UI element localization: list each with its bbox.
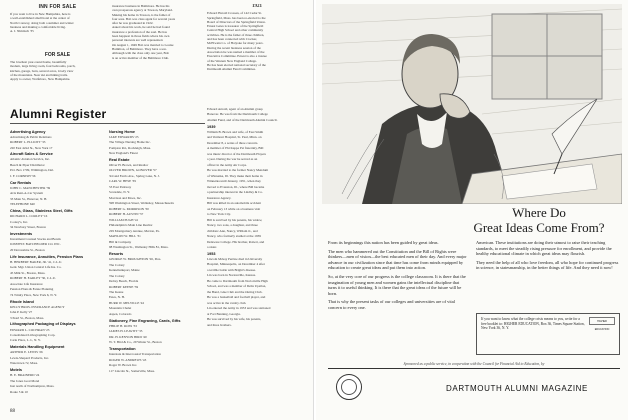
register-category: Real Estate [109, 157, 130, 162]
inn-for-sale-ad [10, 4, 105, 49]
register-entry: Genl. Mgr. Union Central Life Ins. Co. [10, 265, 62, 270]
class-note-line: Dartmouth Alumni Fund Committee. [207, 67, 256, 72]
register-entry: Just north of Northampton, Mass. [10, 384, 55, 389]
class-notes-column-top [112, 4, 200, 104]
register-entry: Investment Counsel Stocks and Bonds [10, 237, 61, 241]
ad-body-left [328, 240, 468, 360]
register-column-1 [10, 127, 102, 412]
register-entry: The Jones Goal Motel [10, 378, 40, 383]
ad-text-line: The loveliest year-round home, beautifully [10, 60, 67, 64]
register-category: China, Glass, Stainless Steel, Gifts [10, 209, 73, 214]
ad-text-line: business and making a comfortable living. [10, 24, 66, 29]
register-entry: Avis Rent-A-Car System [10, 191, 43, 196]
register-entry: moved to Evanston, Ill., where Bill became [207, 184, 265, 189]
register-entry: Mountain Chalet [109, 306, 132, 311]
register-entry: 220 East 42nd St., New York 17 [10, 145, 53, 150]
class-note-line: He has been elected national secretary of the [207, 62, 266, 67]
register-entry: H. E. BRAINERD '24 [10, 373, 40, 378]
register-entry: Carle Place, L. I., N. Y. [10, 338, 41, 343]
register-entry: Winnetka until January, 1951, when they [207, 179, 261, 184]
ad-text-line: a well-established small hotel at the center of [10, 16, 70, 21]
class-note-line: McElwain Co. of Holyoke for many years. [207, 41, 264, 46]
ad-paragraph: That is why the present tasks of our colleges and universities are of vital concern to every one. [328, 299, 455, 310]
class-note-line: insurance business in Baltimore. He has his [112, 4, 170, 8]
register-category: Resorts [109, 252, 124, 256]
class-note-line: own prosperous agency at Towson, Maryland. [112, 8, 173, 13]
ad-paragraph: So, at the very core of our progress is the college classroom. It is there that the imagination of young men and women gains the intellectual discipline that turns it to useful thinking. It is there that the great ideas of the future will be born. [328, 273, 466, 296]
register-entry: children: Ann, Nancy, William Jr., and [207, 228, 258, 233]
inn-ad-text [10, 12, 105, 33]
register-entry: Hospital, Minneapolis, on December 4 after [207, 262, 265, 267]
register-entry: a terrible battle with Bright's disease. [207, 267, 256, 272]
class-note-line: Board of Directors of the Springfield Union. [207, 19, 266, 24]
register-entry: J. F. CORNISH '36 [10, 173, 36, 178]
register-entry: Oliver H. Brown, and Realtor [109, 162, 149, 167]
register-entry: ROBERT G. MORRISON '30 [109, 206, 149, 211]
register-entry: The Colony [109, 262, 125, 267]
register-entry: DR. H. KENYON BIRD '40 [109, 334, 147, 339]
register-entry: Consolidated Lithographing Corp. [10, 333, 56, 337]
register-column-2 [109, 127, 201, 412]
register-entry: Scarsdale, N. Y. [109, 190, 130, 195]
register-entry: BURR W. MELVILLE '42 [109, 300, 145, 305]
register-entry: ROBERT L. ELLIOTT '33 [10, 140, 46, 145]
class-note-line: is an active member of the Baltimore Club. [112, 55, 169, 60]
register-category: Stationery, Fine Engraving, Cards, Gifts [109, 318, 181, 323]
register-entry: December 8, a series of three concerts. [207, 140, 259, 145]
ad-body-right [476, 240, 622, 310]
register-entry: John P. Kelly '27 [10, 310, 33, 315]
for-sale-title: FOR SALE [44, 52, 71, 58]
headline-line-1: Where Do [512, 205, 566, 220]
class-note-line: of the Western New England College. [207, 58, 257, 63]
class-note-line: Edward Harold Crossen, of 142 Cedar St. [207, 11, 262, 16]
register-entry: Alumni Fund, and of the Dartmouth Alumni Council. [207, 117, 278, 122]
class-notes-column-3 [207, 107, 307, 407]
class-note-line: four sons. Bob was class agent for several years [112, 16, 176, 21]
register-entry: PHILIP H. ROSS '33 [109, 323, 137, 328]
register-entry: H. HERBERT BAKER, JR. '41, C.L.U. [10, 259, 63, 264]
register-entry: OLIVER BROWN, GONOVER '57 [109, 168, 157, 173]
register-entry: Beech & Piper Distributor [10, 162, 45, 167]
register-entry: JAMES H. LEAVITT '35 [109, 329, 143, 334]
register-entry: The Village Nursing Home Inc. [109, 140, 151, 145]
register-entry: Pompton Rd., Rockleigh, Mass. [109, 145, 152, 150]
register-entry: Delaware College. His brother, Robert, and [207, 239, 265, 244]
register-category: Nursing Home [109, 129, 135, 134]
register-category: Rhode Island [10, 299, 34, 304]
footer-divider [328, 368, 620, 369]
register-entry: and Vermont Hospital, St. Paul, Minn. on [207, 135, 262, 140]
sponsor-line: Sponsored as a public service, in cooperation with the Council for Financial Aid to Education, by [403, 362, 545, 366]
register-entry: CARL W. HESE '39 [109, 179, 136, 184]
headline-line-2: Great Ideas Come From? [473, 220, 605, 235]
ad-text-line: If you want to live in New Hampshire, here is [10, 12, 71, 16]
register-entry: Roger W. Brown Inc. [109, 363, 138, 368]
register-entry: Lewis-Shepard Products, Inc. [10, 355, 50, 360]
register-entry: Edward Arnold, agent of an Alumni group [207, 107, 263, 111]
class-notes-1921-text [207, 11, 307, 71]
class-note-line: personal interests are well represented. [112, 38, 164, 43]
register-entry: A member of Phi Kappa Psi fraternity, Bill [207, 146, 264, 151]
register-entry: Associate Life Insurance [10, 281, 43, 286]
register-entry: New England's Finest [109, 151, 138, 156]
register-entry: ARTHUR E. LEWIS '26 [10, 350, 43, 355]
class-notes-1921 [207, 4, 307, 104]
register-entry: 117 Lincoln St., Somerville, Mass. [109, 368, 155, 373]
for-sale-text [10, 60, 105, 81]
register-entry: Atlantic Aviation Service, Inc. [10, 157, 50, 162]
register-entry: was music director of the Dartmouth Players [207, 151, 266, 156]
register-entry: Nancy, two sons, a daughter, and three [207, 223, 258, 228]
class-year-heading: 1921 [252, 4, 262, 9]
founding-father-drawing [322, 4, 622, 204]
register-entry: He came to Dartmouth from Nortonville High [207, 278, 268, 283]
register-entry: JOHN C. MANCHESTER '39 [10, 185, 51, 190]
ad-text-line: modern, large living room, four bedrooms, porch, [10, 64, 76, 69]
register-entry: JAKE EDWARDS '25 [109, 134, 139, 139]
right-page [316, 0, 628, 420]
class-note-line: On August 1, 1949 Bob was married to Louise [112, 42, 174, 47]
register-entry: Aspen, Colorado [109, 311, 132, 316]
register-entry: Route 5 & 10 [10, 389, 28, 394]
class-note-line: been happiest in those fields where his own [112, 34, 170, 39]
register-entry: Watertown 72, Mass. [10, 361, 38, 366]
class-note-line: Springfield, Mass. has been re-elected to the [207, 15, 266, 20]
register-category: 1939 [207, 124, 216, 129]
register-entry: Advertising & Public Relations [10, 134, 52, 139]
register-entry: a sister. [207, 245, 217, 250]
register-entry: Philadelphia's Main Line Realtor [109, 223, 153, 228]
register-entry: Bill was killed in an automobile accident [207, 201, 262, 206]
register-entry: GEORGE W. BROUGHTON '26, Pres. [109, 257, 162, 262]
register-entry: Kennebunkport, Maine [109, 268, 140, 273]
register-entry: ROGER W. ANDREWS '43 [109, 357, 147, 362]
register-entry: School, and was a member of Delta Upsilon, [207, 284, 267, 289]
register-entry: 229 Montgomery Avenue, Merion, Pa. [109, 228, 160, 233]
register-entry: Pension Plans & Estate Planning [10, 287, 54, 292]
register-category: Materials Handling Equipment [10, 345, 65, 350]
class-note-line: and has been connected with Crocker, [207, 37, 258, 42]
register-entry: Bill is survived by his parents, his widow, [207, 217, 263, 222]
page-number: 88 [10, 409, 15, 414]
register-entry: TELEPHONE 640 [10, 202, 35, 207]
ad-paragraph: They need the help of all who love freedom, all who hope for continued progress in science, in statesmanship, in the better things of life. And they need it now! [476, 259, 619, 271]
register-entry: of Winnetka, Ill. They make their home in [207, 173, 263, 178]
register-category: Advertising Agency [10, 129, 46, 134]
register-entry: a partnership interest in the Lindley & Co. [207, 190, 263, 195]
register-entry: JOSEPH P. BATCHELDER CO. INC. [10, 242, 61, 247]
ad-headline [456, 205, 622, 235]
register-entry: W. T. Bird & Co., 29 Winter St., Boston [109, 340, 162, 345]
ad-text-line: A. J. Nimitsch '35 [10, 29, 34, 34]
register-entry: Morrison and Moes, Inc. [109, 195, 142, 200]
register-entry: Estes, N. H. [109, 295, 125, 300]
alumni-register-title: Alumni Register [10, 107, 107, 121]
register-entry: ROBERT KEENE '39 [109, 284, 139, 289]
register-entry: to New York City. [207, 212, 231, 217]
register-category: Car Rentals [10, 180, 32, 185]
class-note-line: Ernest Gates is treasurer of the Springfield [207, 24, 264, 29]
register-entry: 33 Main St., Hanover, N. H. [10, 196, 48, 201]
class-note-line: after he was graduated in 1922. [112, 21, 154, 26]
ad-paragraph: The men who hammered out the Constitution and the Bill of Rights were thinkers—men of vision—the best educated men of their day. And every major advance in our civilization since that time has come from minds equipped by education to create great ideas and put them into action. [328, 248, 467, 271]
register-entry: 34 Newbury Street, Boston [10, 225, 46, 230]
ad-text-line: Apply to owner, Wolfeboro, New Hampshire. [10, 77, 71, 82]
register-entry: WILLIAM PUGH '41 [109, 217, 139, 222]
ad-text-line: kitchen, garage, barn, several acres, lovely view [10, 68, 74, 73]
ad-text-line: of the mountains. Near ski and hiking trails. [10, 72, 68, 77]
class-note-line: Making his home in Towson, is the father of [112, 12, 171, 17]
class-note-line: Association he was named a member of the [207, 49, 265, 54]
register-entry: The Colony [109, 273, 125, 278]
register-entry: at Fort Benning, Georgia. [207, 311, 241, 316]
register-entry: the Band, Glee Club and the Outing Club. [207, 289, 263, 294]
ad-illustration-thinker [322, 4, 622, 204]
register-entry: He was a basketball and football player, and [207, 295, 266, 300]
register-entry: 74 Trinity Place, New York 6, N. Y. [10, 292, 57, 297]
register-entry: on February 13 while on a business visit [207, 206, 261, 211]
register-entry: William B. Brown and wife, of East Smith [207, 129, 264, 134]
register-entry: The Keene [109, 290, 124, 294]
ad-paragraph: From its beginnings this nation has been guided by great ideas. [328, 240, 439, 245]
ad-paragraph: American. These institutions are doing their utmost to raise their teaching standards, to meet the steadily rising pressure for enrollment, and provide the healthy educational climate in which great ideas may flourish. [476, 240, 612, 257]
ad-text-line: North Conway, doing both a summer and winter [10, 20, 74, 25]
register-entry: Lin was born in Nortonville, Kansas. [207, 273, 256, 278]
register-entry: He was survived by his wife, his parents, [207, 317, 262, 322]
class-note-line: insurance a profession of the soul. He has [112, 29, 167, 34]
magazine-title: DARTMOUTH ALUMNI MAGAZINE [446, 384, 588, 393]
register-entry: Cooley's, Inc. [10, 219, 29, 224]
register-category: Investments [10, 231, 33, 236]
register-entry: 53 East Parkway [109, 184, 132, 189]
register-entry: 98 Washington St., Wellesley Hills 81, Mass. [109, 245, 169, 250]
register-entry: RICHARD L. COOLEY '16 [10, 214, 48, 219]
register-entry: He was married to the former Nancy Mendum [207, 168, 269, 173]
class-note-line: activities. He is the father of three children, [207, 32, 265, 37]
register-entry: 45 Milk St., Boston, Mass. [10, 270, 46, 275]
ad-footer [328, 362, 620, 408]
coupon-text: If you want to know what the college crisis means to you, write for a free booklet to: HIGHER EDUCATION, Box 36, Times Square Station, New York 36, N. Y. [481, 317, 585, 331]
register-entry: ROBERT H. AUSTIN '37 [109, 212, 144, 217]
register-entry: Hill & Company [109, 239, 132, 244]
class-note-line: Asked about his work, he said he had found [112, 25, 170, 30]
class-note-line: Central High School and other community [207, 28, 264, 33]
register-entry: 3 Pearl St., Boston, Mass. [10, 315, 45, 320]
register-entry: ROBERT H. EARLEY '30, C.L.U. [10, 276, 56, 281]
register-entry: 3rd and Ferris Ave., Spring Lake, N. J. [109, 173, 160, 178]
register-entry: EDWARD L. COCHRAN '23 [10, 327, 50, 332]
register-category: Aircraft Sales & Service [10, 152, 53, 157]
register-category: Lithographed Packaging of Displays [10, 322, 76, 327]
class-note-line: Executive Committee. Ernest is also a trustee [207, 54, 267, 59]
inn-ad-title: INN FOR SALE [38, 4, 77, 10]
higher-education-logo: HIGHER EDUCATION [589, 317, 615, 325]
register-entry: and three brothers. [207, 322, 232, 327]
class-note-line: Although with the class only one year, Bob [112, 51, 170, 56]
register-entry: 598 Washington Street, Wellesley, Massachusetts [109, 201, 174, 206]
register-category: Transportation [109, 347, 136, 352]
register-entry: P.O. Box 1709, Wilmington, Del. [10, 168, 54, 173]
class-note-line: Hamilton, of Baltimore. They have a son. [112, 46, 167, 51]
register-entry: Nancy, who formerly studied at the 1939 [207, 234, 261, 239]
register-divider [10, 123, 205, 124]
register-entry: officer in the Army Air Corps. [207, 162, 247, 167]
register-entry: 20 Devonshire St., Boston [10, 247, 45, 252]
college-seal-icon [336, 374, 362, 400]
register-category: Life Insurance, Annuities, Pension Plans [10, 254, 84, 259]
register-entry: KELLY BROS. INSURANCE AGENCY [10, 304, 65, 309]
register-entry: Lin entered the Army in 1953 and was stationed [207, 306, 271, 311]
register-entry: MAHLON W. HILL '31 [109, 234, 141, 239]
register-entry: Interstate & Intercoastal Transportation [109, 352, 161, 357]
coupon-box [476, 313, 620, 355]
register-category: 1953 [207, 251, 216, 256]
register-entry: a year. During the war he served as an [207, 157, 258, 162]
register-entry: was active in the varsity club. [207, 300, 247, 305]
register-entry: Delray Beach, Florida [109, 279, 139, 284]
register-entry: Hanover. He was from the Dartmouth College [207, 112, 268, 117]
for-sale-ad [10, 52, 105, 102]
register-category: Motels [10, 368, 23, 373]
register-entry: Lincoln Mckay Perrine died in University [207, 256, 263, 261]
class-note-line: During the recent business session of the [207, 45, 261, 50]
register-entry: Insurance Agency. [207, 195, 232, 200]
